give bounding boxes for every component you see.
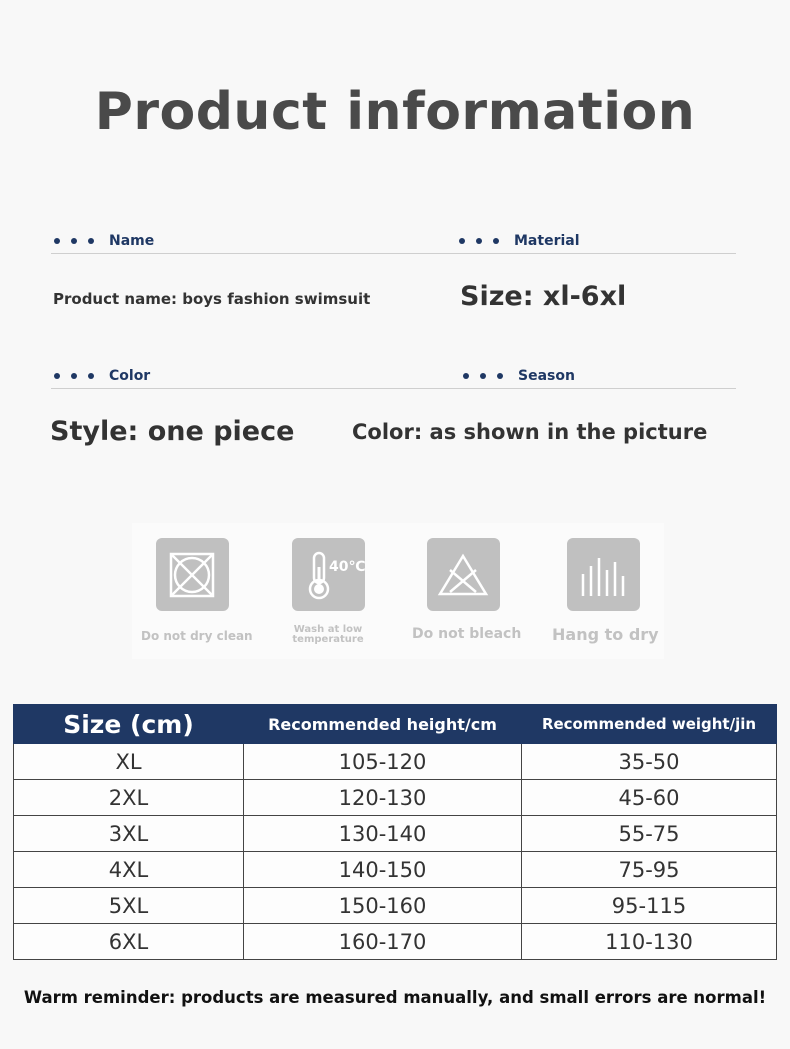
- cell-height: 130-140: [244, 816, 522, 852]
- care-label: Hang to dry: [552, 625, 659, 644]
- dots-icon: [54, 373, 94, 379]
- warm-reminder: Warm reminder: products are measured manually, and small errors are normal!: [23, 988, 767, 1007]
- wash-40-icon: [292, 538, 365, 611]
- cell-height: 150-160: [244, 888, 522, 924]
- cell-height: 105-120: [244, 744, 522, 780]
- table-row: [14, 780, 777, 816]
- cell-weight: 45-60: [522, 780, 777, 816]
- section-header-name: [51, 229, 451, 254]
- care-instructions: [132, 523, 664, 659]
- cell-height: 140-150: [244, 852, 522, 888]
- cell-size: 5XL: [14, 888, 244, 924]
- care-item-bleach: [412, 538, 522, 642]
- page-title: Product information: [94, 82, 696, 142]
- no-dry-clean-icon: [156, 538, 229, 611]
- section-label-name: Name: [109, 233, 155, 249]
- cell-height: 160-170: [244, 924, 522, 960]
- section-header-material: [451, 229, 736, 254]
- table-row: [14, 744, 777, 780]
- care-item-wash: [277, 538, 379, 645]
- section-label-season: Season: [518, 368, 575, 384]
- table-header-row: [14, 705, 777, 744]
- table-row: [14, 852, 777, 888]
- dots-icon: [54, 238, 94, 244]
- product-name-value: Product name: boys fashion swimsuit: [53, 290, 371, 308]
- cell-size: 6XL: [14, 924, 244, 960]
- size-table: [13, 704, 777, 960]
- cell-height: 120-130: [244, 780, 522, 816]
- dots-icon: [463, 373, 503, 379]
- care-item-hang-dry: [552, 538, 659, 644]
- color-value: Color: as shown in the picture: [352, 420, 708, 444]
- section-label-color: Color: [109, 368, 151, 384]
- table-row: [14, 924, 777, 960]
- cell-size: 2XL: [14, 780, 244, 816]
- cell-weight: 110-130: [522, 924, 777, 960]
- no-bleach-icon: [427, 538, 500, 611]
- col-header-size: Size (cm): [14, 705, 244, 744]
- cell-size: 3XL: [14, 816, 244, 852]
- cell-weight: 95-115: [522, 888, 777, 924]
- section-header-color: [51, 364, 451, 389]
- table-row: [14, 888, 777, 924]
- care-item-dry-clean: [141, 538, 253, 643]
- style-value: Style: one piece: [50, 416, 295, 447]
- hang-dry-icon: [567, 538, 640, 611]
- cell-size: XL: [14, 744, 244, 780]
- cell-weight: 35-50: [522, 744, 777, 780]
- cell-size: 4XL: [14, 852, 244, 888]
- col-header-weight: Recommended weight/jin: [522, 705, 777, 744]
- section-header-season: [451, 364, 736, 389]
- section-label-material: Material: [514, 233, 580, 249]
- cell-weight: 55-75: [522, 816, 777, 852]
- care-label: Wash at low temperature: [292, 624, 364, 645]
- table-row: [14, 816, 777, 852]
- cell-weight: 75-95: [522, 852, 777, 888]
- svg-text:40℃: 40℃: [329, 558, 366, 575]
- care-label: Do not bleach: [412, 626, 522, 642]
- dots-icon: [459, 238, 499, 244]
- size-value: Size: xl-6xl: [460, 281, 627, 312]
- care-label: Do not dry clean: [141, 629, 253, 643]
- col-header-height: Recommended height/cm: [244, 705, 522, 744]
